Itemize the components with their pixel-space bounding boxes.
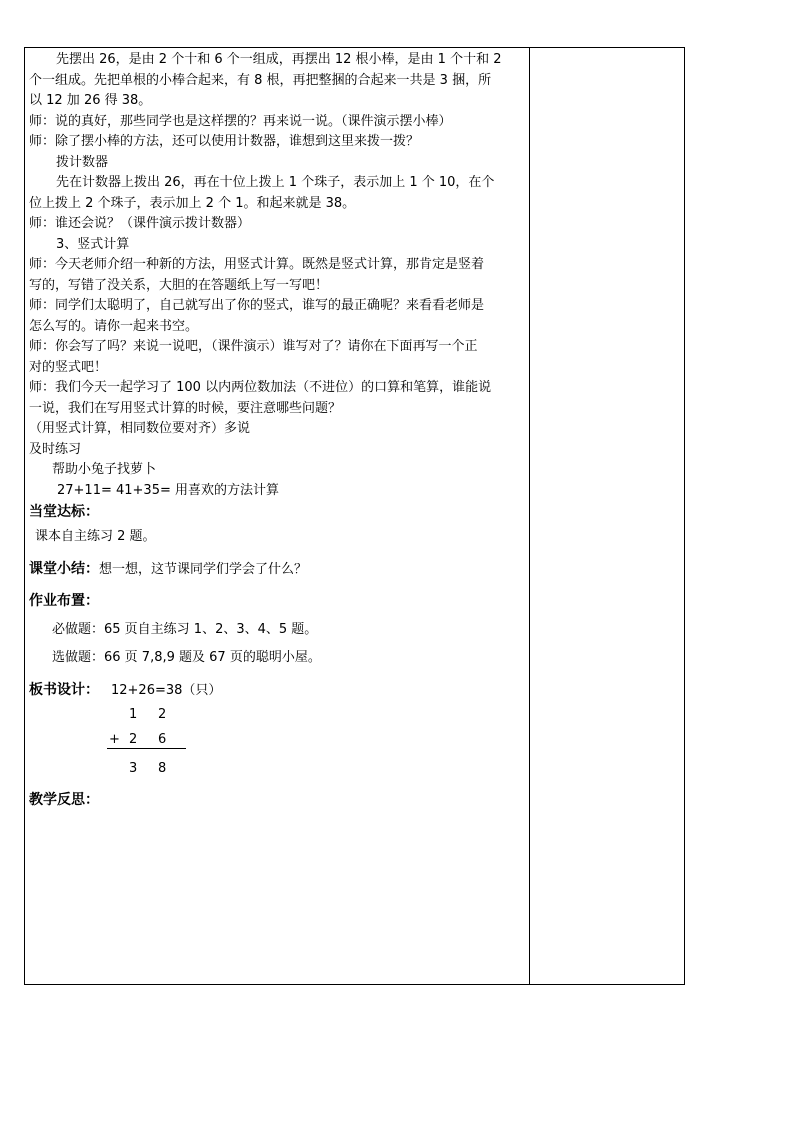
paragraph-line: 师：除了摆小棒的方法，还可以使用计数器，谁想到这里来拨一拨？	[29, 134, 420, 149]
paragraph-line: 师：同学们太聪明了，自己就写出了你的竖式，谁写的最正确呢？来看看老师是	[29, 298, 485, 313]
paragraph-line: 师：说的真好，那些同学也是这样摆的？再来说一说。（课件演示摆小棒）	[29, 113, 452, 129]
practice-text: 课本自主练习 2 题。	[35, 529, 156, 544]
vertical-calculation	[29, 705, 525, 789]
paragraph-line: 位上拨上 2 个珠子，表示加上 2 个 1。和起来就是 38。	[29, 195, 356, 211]
paragraph-line: 先在计数器上拨出 26，再在十位上拨上 1 个珠子，表示加上 1 个 10，在个	[56, 175, 495, 190]
calc-mid-ones: 6	[158, 731, 167, 747]
calc-res-tens: 3	[129, 760, 138, 776]
calc-sum-line	[107, 748, 186, 749]
calc-top-tens: 1	[129, 706, 138, 722]
paragraph-line: 师：谁还会说？（课件演示拨计数器）	[29, 216, 251, 231]
calc-mid-tens: 2	[129, 731, 138, 747]
paragraph-line: 以 12 加 26 得 38。	[29, 93, 152, 108]
paragraph-line: 个一组成。先把单根的小棒合起来，有 8 根，再把整捆的合起来一共是 3 捆，所	[29, 72, 492, 88]
calc-operator: +	[109, 731, 120, 747]
homework-optional: 选做题：66 页 7,8,9 题及 67 页的聪明小屋。	[52, 650, 321, 665]
paragraph-line: 写的，写错了没关系，大胆的在答题纸上写一写吧！	[29, 277, 329, 293]
board-heading: 板书设计：	[29, 681, 99, 698]
lesson-table	[24, 47, 685, 985]
lesson-content	[29, 50, 525, 811]
homework-required: 必做题：65 页自主练习 1、2、3、4、5 题。	[52, 621, 318, 637]
section-heading: 3、竖式计算	[56, 236, 130, 252]
summary-text: 想一想，这节课同学们学会了什么？	[99, 561, 308, 577]
paragraph-line: 帮助小兔子找萝卜	[52, 462, 157, 477]
paragraph-line: （用竖式计算，相同数位要对齐）多说	[29, 421, 251, 436]
reflection-heading: 教学反思：	[29, 791, 99, 808]
paragraph-line: 师：你会写了吗？来说一说吧，（课件演示）谁写对了？请你在下面再写一个正	[29, 339, 478, 354]
practice-heading: 当堂达标：	[29, 504, 99, 520]
paragraph-line: 拨计数器	[56, 154, 109, 170]
paragraph-line: 一说，我们在写用竖式计算的时候，要注意哪些问题？	[29, 400, 342, 416]
column-divider	[529, 48, 530, 984]
summary-heading: 课堂小结：	[29, 560, 99, 577]
paragraph-line: 及时练习	[29, 441, 82, 457]
board-equation: 12+26=38（只）	[111, 682, 222, 698]
homework-heading: 作业布置：	[29, 592, 99, 609]
paragraph-line: 怎么写的。请你一起来书空。	[29, 318, 199, 334]
board-section	[29, 679, 525, 701]
calc-top-ones: 2	[158, 706, 167, 722]
summary-section	[29, 558, 525, 580]
paragraph-line: 师：我们今天一起学习了 100 以内两位数加法（不进位）的口算和笔算，谁能说	[29, 380, 492, 395]
exercise-line: 27+11= 41+35= 用喜欢的方法计算	[57, 482, 280, 498]
paragraph-line: 对的竖式吧！	[29, 359, 108, 375]
paragraph-line: 先摆出 26，是由 2 个十和 6 个一组成，再摆出 12 根小棒，是由 1 个十和 2	[56, 52, 502, 67]
paragraph-line: 师：今天老师介绍一种新的方法，用竖式计算。既然是竖式计算，那肯定是竖着	[29, 257, 485, 272]
calc-res-ones: 8	[158, 760, 167, 776]
